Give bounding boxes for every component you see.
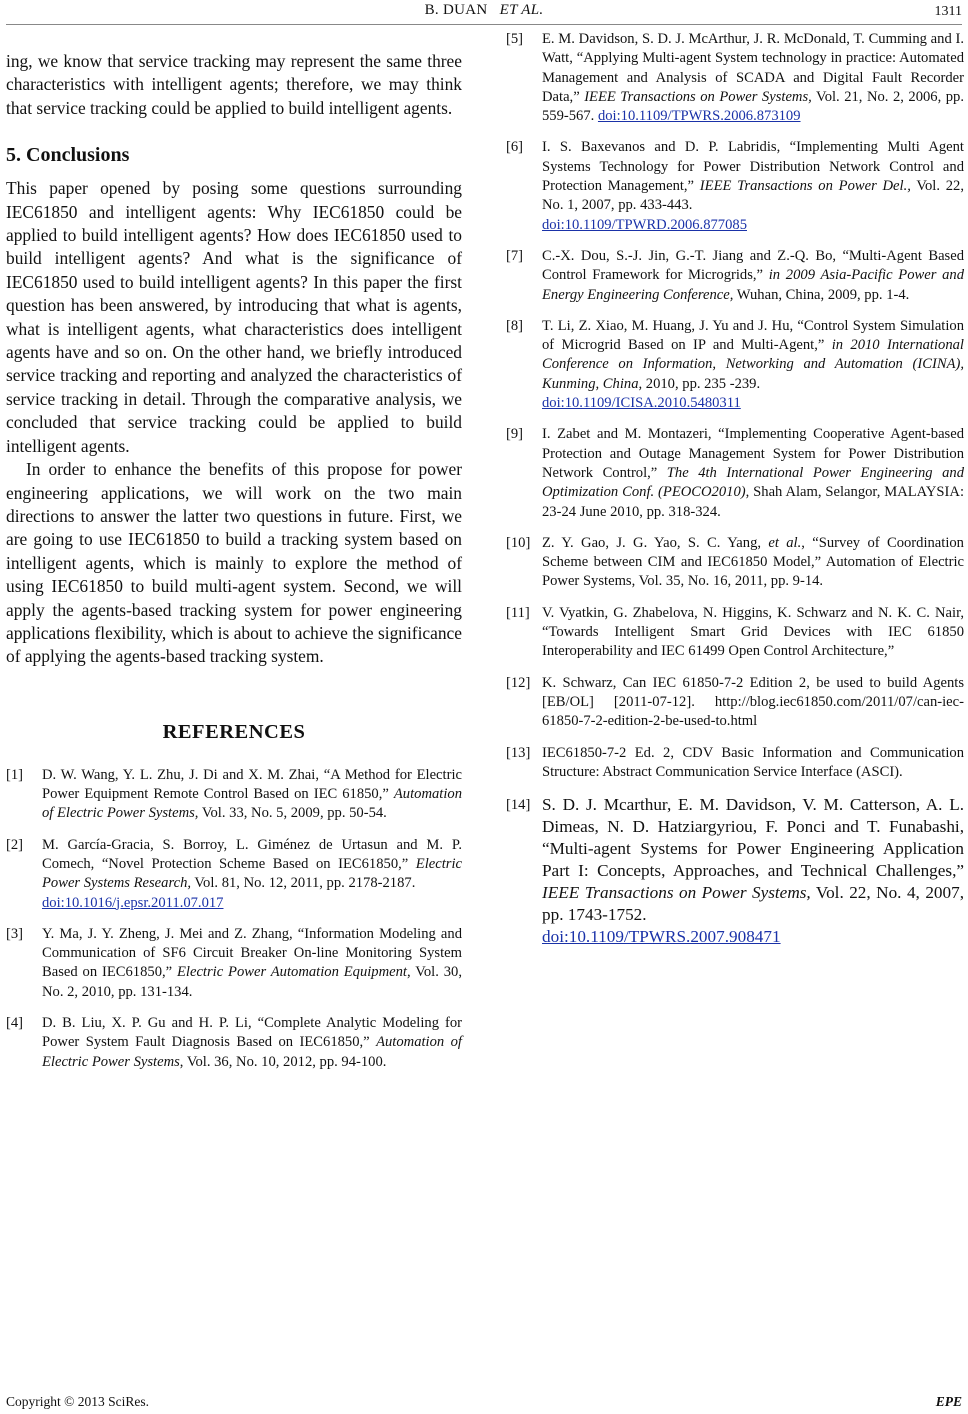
reference-text <box>542 138 964 234</box>
footer-copyright: Copyright © 2013 SciRes. <box>6 1394 150 1409</box>
reference-item <box>506 674 964 732</box>
reference-number: [14] <box>506 797 531 814</box>
reference-authors-title: E. M. Davidson, S. D. J. McArthur, J. R. McDonald, T. Cumming and I. Watt, “Applying Multi-agent System technology in practice: Automated Management and Analysis of SCADA and Digital Fault Recorder Data,” <box>542 31 964 105</box>
reference-number: [5] <box>506 31 524 47</box>
reference-item <box>6 1014 462 1072</box>
reference-authors-title: K. Schwarz, Can IEC 61850-7-2 Edition 2, be used to build Agents [EB/OL] [2011-07-12]. http://blog.iec61850.com/2011/07/can-iec-61850-7-2-edition-2-be-used-to.html <box>542 674 964 730</box>
reference-venue: Automation of Electric Power Systems <box>42 1034 462 1070</box>
reference-details: , Shah Alam, Selangor, MALAYSIA: 23-24 June 2010, pp. 318-324. <box>542 484 964 520</box>
reference-authors-title: IEC61850-7-2 Ed. 2, CDV Basic Information and Communication Structure: Abstract Communication Service Interface (ASCI). <box>542 744 964 780</box>
right-column <box>506 30 964 960</box>
reference-details: , “Survey of Coordination Scheme between CIM and IEC61850 Model,” Automation of Electric Power Systems, Vol. 35, No. 16, 2011, pp. 9-14. <box>542 534 964 590</box>
reference-text <box>42 1014 462 1072</box>
reference-number: [10] <box>506 534 531 551</box>
reference-doi-link[interactable]: doi:10.1109/TPWRS.2007.908471 <box>542 927 781 947</box>
reference-venue: Automation of Electric Power Systems, <box>42 786 462 822</box>
reference-authors-title: Y. Ma, J. Y. Zheng, J. Mei and Z. Zhang, “Information Modeling and Communication of SF6 Circuit Breaker On-line Monitoring System Based on IEC61850,” <box>42 925 462 981</box>
running-head <box>0 2 968 19</box>
reference-venue: The 4th International Power Engineering and Optimization Conf. (PEOCO2010) <box>542 464 964 501</box>
reference-details: Vol. 33, No. 5, 2009, pp. 50-54. <box>198 805 387 822</box>
reference-number: [9] <box>506 426 524 443</box>
reference-item <box>506 604 964 662</box>
reference-authors-title: S. D. J. Mcarthur, E. M. Davidson, V. M. Catterson, A. L. Dimeas, N. D. Hatziargyriou, F. Ponci and T. Funabashi, “Multi-agent Systems for Power Engineering Application Part I: Concepts, Approaches, and Technical Challenges,” <box>542 795 964 881</box>
reference-item <box>506 794 964 948</box>
page-footer <box>6 1390 962 1410</box>
reference-text <box>542 794 964 948</box>
reference-number: [13] <box>506 744 531 761</box>
reference-venue: in 2010 International Conference on Information, Networking and Automation (ICINA), Kunming, China, <box>542 337 964 392</box>
conclusions-paragraph-2: In order to enhance the benefits of this propose for power engineering applications, we will work on the two main directions to answer the latter two questions in future. First, we are going to use IEC61850 to build a tracking system based on intelligent agents, which is mainly to explore the method of using IEC61850 to build multi-agent system. Second, we will apply the agents-based tracking system for power engineering applications flexibility, which is about to achieve the significance of applying the agents-based tracking system. <box>6 459 462 667</box>
reference-item <box>6 766 462 824</box>
reference-text <box>542 30 964 126</box>
reference-text <box>542 425 964 521</box>
reference-doi-link[interactable]: doi:10.1109/TPWRD.2006.877085 <box>542 216 747 233</box>
references-heading: REFERENCES <box>162 720 306 743</box>
reference-details: , Vol. 36, No. 10, 2012, pp. 94-100. <box>179 1053 387 1070</box>
reference-item <box>506 247 964 305</box>
header-authors: B. DUAN <box>424 2 488 18</box>
reference-item <box>506 317 964 413</box>
reference-number: [11] <box>506 604 530 621</box>
reference-text <box>42 766 462 824</box>
reference-venue: IEEE Transactions on Power Systems, <box>584 88 812 105</box>
conclusions-paragraph-1: This paper opened by posing some questions surrounding IEC61850 and intelligent agents: Why IEC61850 could be applied to build intelligent agents? How does IEC61850 used to build intelligent agents? And what is the significance of IEC61850 used to build intelligent agents? In this paper the first question has been answered, by introducing that what is agents, what is intelligent agents, what characteristics does intelligent agents have and so on. On the other hand, we briefly introduced service tracking and reporting and analyzed the characteristics of service tracking in detail. Through the comparative analysis, we concluded that service tracking could be applied to build intelligent agents. <box>6 178 462 456</box>
reference-list-left <box>6 766 462 1072</box>
reference-authors-title: C.-X. Dou, S.-J. Jin, G.-T. Jiang and Z.-Q. Bo, “Multi-Agent Based Control Framework for Microgrids,” <box>542 247 964 284</box>
reference-number: [7] <box>506 247 524 264</box>
reference-doi-link[interactable]: doi:10.1109/TPWRS.2006.873109 <box>597 108 801 125</box>
reference-item <box>6 925 462 1002</box>
reference-number: [8] <box>506 317 524 334</box>
footer-journal: EPE <box>935 1394 962 1409</box>
running-header <box>0 2 968 24</box>
reference-details: Vol. 81, No. 12, 2011, pp. 2178-2187. <box>191 875 416 892</box>
reference-details: Vol. 21, No. 2, 2006, pp. 559-567. <box>542 88 964 125</box>
reference-details: Wuhan, China, 2009, pp. 1-4. <box>733 286 910 303</box>
reference-item <box>506 30 964 126</box>
reference-number: [1] <box>6 766 24 783</box>
header-etal: ET AL. <box>499 2 544 18</box>
reference-venue: IEEE Transactions on Power Systems, <box>542 883 811 903</box>
reference-venue: Electric Power Systems Research, <box>42 855 462 892</box>
left-column <box>6 50 462 1084</box>
reference-authors-title: I. Zabet and M. Montazeri, “Implementing Cooperative Agent-based Protection and Outage Management System for Power Distribution Network Control,” <box>542 426 964 481</box>
reference-venue: in 2009 Asia-Pacific Power and Energy Engineering Conference, <box>542 267 964 303</box>
reference-item <box>506 744 964 783</box>
reference-number: [2] <box>6 836 24 853</box>
reference-text <box>542 744 964 783</box>
reference-text <box>542 674 964 732</box>
reference-text <box>42 836 462 913</box>
section-title: 5. Conclusions <box>6 144 130 167</box>
reference-authors-title: Z. Y. Gao, J. G. Yao, S. C. Yang, <box>542 534 769 551</box>
reference-number: [12] <box>506 674 531 691</box>
reference-details: , Vol. 30, No. 2, 2010, pp. 131-134. <box>42 964 462 1000</box>
reference-details: Vol. 22, No. 1, 2007, pp. 433-443. <box>542 178 965 214</box>
reference-venue: IEEE Transactions on Power Del., <box>699 178 911 195</box>
reference-text <box>542 604 964 662</box>
reference-doi-link[interactable]: doi:10.1109/ICISA.2010.5480311 <box>542 395 741 412</box>
reference-details: Vol. 22, No. 4, 2007, pp. 1743-1752. <box>542 883 964 925</box>
reference-authors-title: M. García-Gracia, S. Borroy, L. Giménez de Urtasun and M. P. Comech, “Novel Protection Scheme Based on IEC61850,” <box>42 836 462 872</box>
reference-authors-title: T. Li, Z. Xiao, M. Huang, J. Yu and J. Hu, “Control System Simulation of Microgrid Based on IP and Multi-Agent,” <box>542 317 964 354</box>
intro-paragraph: ing, we know that service tracking may represent the same three characteristics with intelligent agents; therefore, we may think that service tracking could be applied to build intelligent agents. <box>6 51 462 118</box>
reference-doi-link[interactable]: doi:10.1016/j.epsr.2011.07.017 <box>42 894 224 911</box>
reference-text <box>542 534 964 592</box>
reference-number: [3] <box>6 925 24 942</box>
reference-venue: et al. <box>768 534 802 551</box>
reference-number: [6] <box>506 139 524 156</box>
page-number: 1311 <box>934 4 962 19</box>
header-rule <box>6 24 962 25</box>
reference-item <box>506 138 964 234</box>
reference-item <box>506 534 964 592</box>
reference-authors-title: I. S. Baxevanos and D. P. Labridis, “Implementing Multi Agent Systems Technology for Power Distribution Network Control and Protection Management,” <box>542 139 964 195</box>
reference-authors-title: D. B. Liu, X. P. Gu and H. P. Li, “Complete Analytic Modeling for Power System Fault Diagnosis Based on IEC61850,” <box>42 1015 462 1051</box>
reference-details: 2010, pp. 235 -239. <box>642 375 761 392</box>
reference-list-right <box>506 30 964 948</box>
reference-item <box>6 836 462 913</box>
reference-text <box>542 317 964 413</box>
reference-venue: Electric Power Automation Equipment <box>177 964 407 981</box>
reference-item <box>506 425 964 521</box>
reference-authors-title: V. Vyatkin, G. Zhabelova, N. Higgins, K. Schwarz and N. K. C. Nair, “Towards Intelligent Smart Grid Devices with IEC 61850 Interoperability and IEC 61499 Open Control Architecture,” <box>542 604 964 660</box>
reference-text <box>42 925 462 1002</box>
reference-text <box>542 247 964 305</box>
reference-authors-title: D. W. Wang, Y. L. Zhu, J. Di and X. M. Zhai, “A Method for Electric Power Equipment Remote Control Based on IEC 61850,” <box>42 766 462 803</box>
reference-number: [4] <box>6 1015 24 1032</box>
